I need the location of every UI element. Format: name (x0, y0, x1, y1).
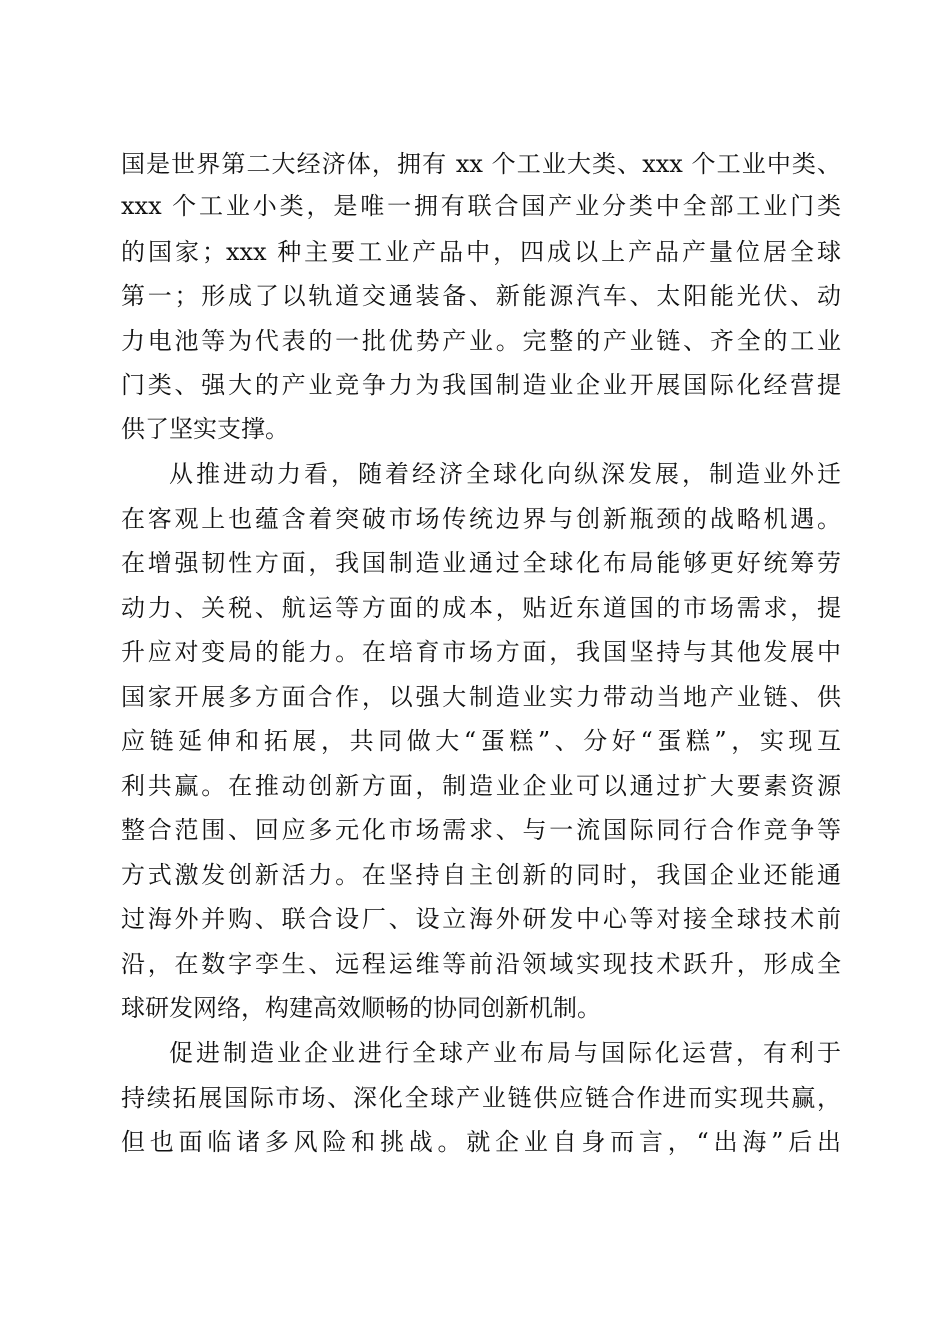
paragraph-first-line: 从推进动力看，随着经济全球化向纵深发展，制造业外迁 (169, 460, 841, 488)
text-line: 利共赢。在推动创新方面，制造业企业可以通过扩大要素资源 (121, 772, 841, 800)
text-line: 在增强韧性方面，我国制造业通过全球化布局能够更好统筹劳 (121, 549, 841, 577)
text-line: 整合范围、回应多元化市场需求、与一流国际同行合作竞争等 (121, 816, 841, 844)
text-line: 门类、强大的产业竞争力为我国制造业企业开展国际化经营提 (121, 371, 841, 399)
text-line: 第一；形成了以轨道交通装备、新能源汽车、太阳能光伏、动 (121, 282, 841, 310)
text-line: 的国家；xxx 种主要工业产品中，四成以上产品产量位居全球 (121, 238, 841, 266)
text-line: 持续拓展国际市场、深化全球产业链供应链合作进而实现共赢， (121, 1084, 841, 1112)
text-line: 过海外并购、联合设厂、设立海外研发中心等对接全球技术前 (121, 905, 841, 933)
text-line: 应链延伸和拓展，共同做大“蛋糕”、分好“蛋糕”，实现互 (121, 727, 841, 755)
text-line: 球研发网络，构建高效顺畅的协同创新机制。 (121, 994, 601, 1022)
text-line: 在客观上也蕴含着突破市场传统边界与创新瓶颈的战略机遇。 (121, 505, 841, 533)
text-line: 国家开展多方面合作，以强大制造业实力带动当地产业链、供 (121, 683, 841, 711)
text-line: 供了坚实支撑。 (121, 415, 289, 443)
paragraph-first-line: 促进制造业企业进行全球产业布局与国际化运营，有利于 (169, 1039, 841, 1067)
text-line: 国是世界第二大经济体，拥有 xx 个工业大类、xxx 个工业中类、 (121, 150, 841, 178)
text-line: 动力、关税、航运等方面的成本，贴近东道国的市场需求，提 (121, 594, 841, 622)
text-line: xxx 个工业小类，是唯一拥有联合国产业分类中全部工业门类 (121, 192, 841, 220)
text-line: 升应对变局的能力。在培育市场方面，我国坚持与其他发展中 (121, 638, 841, 666)
text-line: 但也面临诸多风险和挑战。就企业自身而言，“出海”后出 (121, 1128, 841, 1156)
text-line: 方式激发创新活力。在坚持自主创新的同时，我国企业还能通 (121, 861, 841, 889)
text-line: 力电池等为代表的一批优势产业。完整的产业链、齐全的工业 (121, 327, 841, 355)
text-line: 沿，在数字孪生、远程运维等前沿领域实现技术跃升，形成全 (121, 950, 841, 978)
